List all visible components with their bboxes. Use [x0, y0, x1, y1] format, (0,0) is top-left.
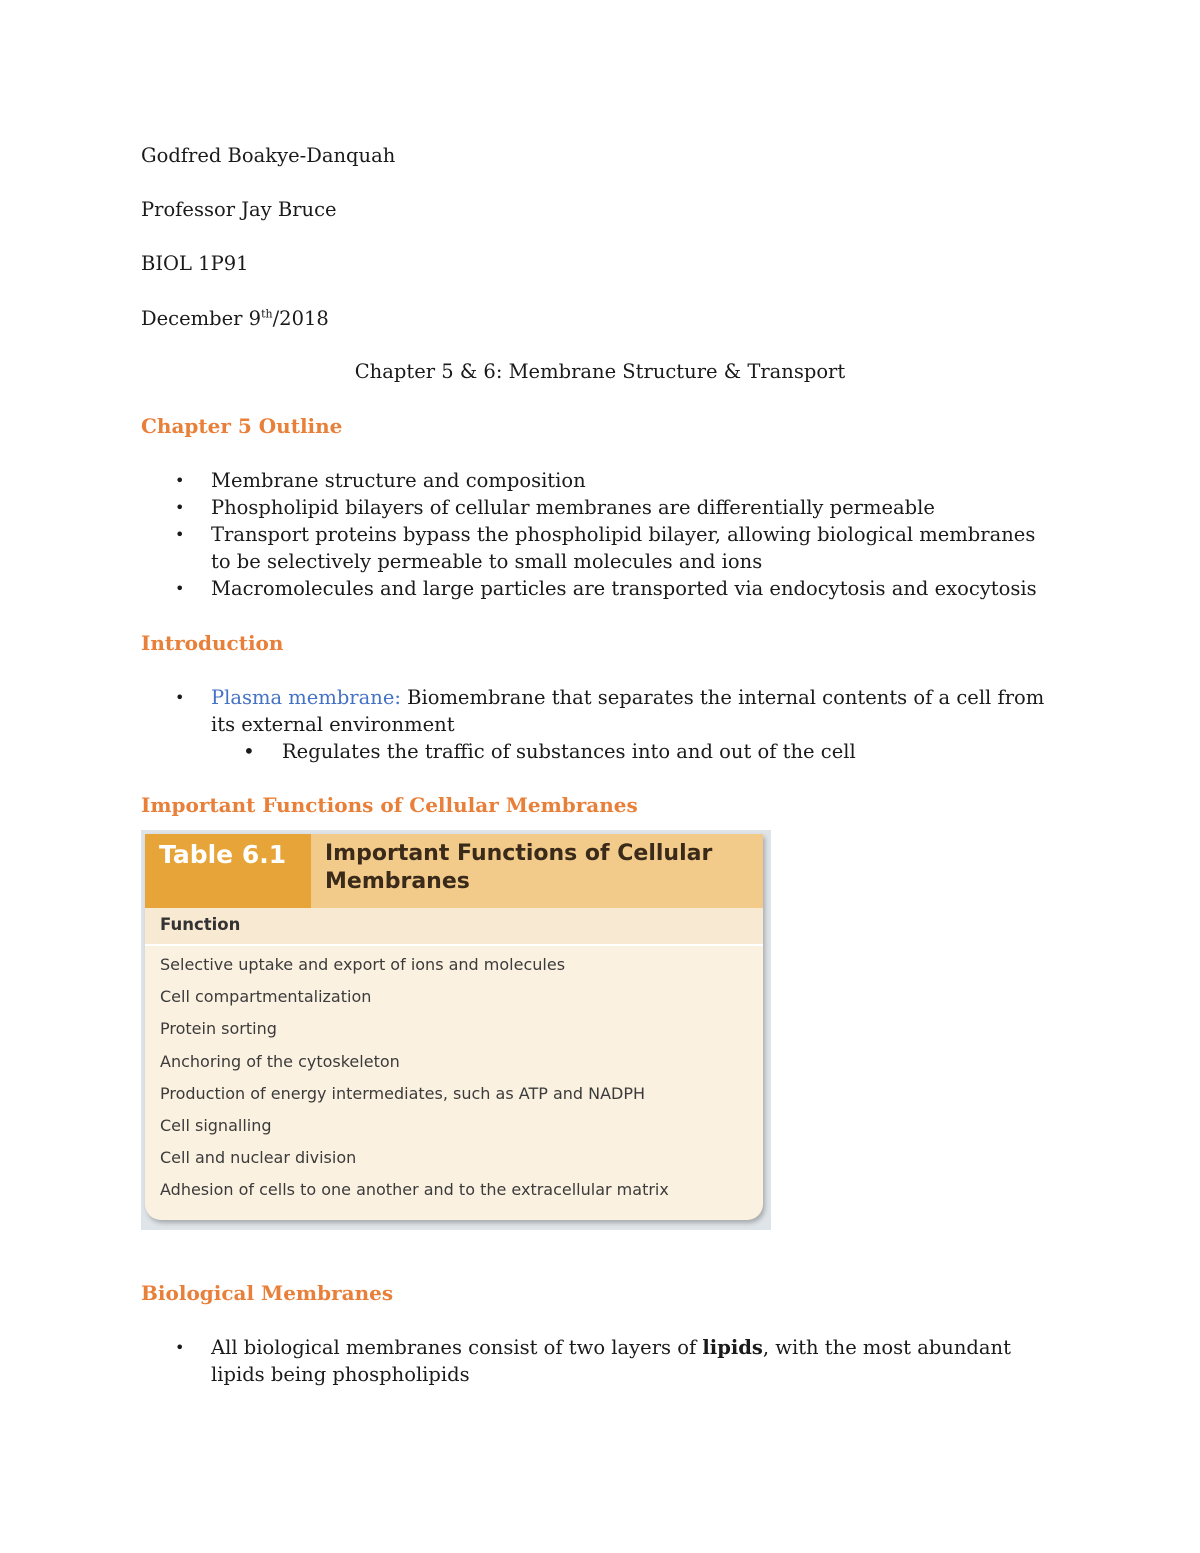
table-row: Cell compartmentalization: [160, 987, 372, 1007]
bullet-icon: •: [175, 688, 185, 707]
table-rows: [160, 949, 669, 1207]
document-title: Chapter 5 & 6: Membrane Structure & Transport: [354, 360, 846, 383]
sub-list-item: • Regulates the traffic of substances into and out of the cell: [243, 739, 856, 763]
table-title: Important Functions of Cellular Membranes: [325, 841, 713, 894]
table-row: Production of energy intermediates, such as ATP and NADPH: [160, 1083, 646, 1103]
list-item: • Transport proteins bypass the phospholipid bilayer, allowing biological membranes to be selectively permeable to small molecules and ions: [175, 523, 1036, 573]
author-name: Godfred Boakye-Danquah: [141, 144, 396, 167]
table-row: Cell signalling: [160, 1116, 272, 1136]
table-number: Table 6.1: [159, 840, 287, 869]
introduction-list: [141, 684, 1061, 765]
bullet-icon: •: [175, 1338, 185, 1357]
list-item: • Phospholipid bilayers of cellular membranes are differentially permeable: [175, 496, 935, 519]
term-definition: Biomembrane that separates the internal contents of a cell from its external environment: [211, 686, 1045, 736]
date-suffix: /2018: [272, 307, 329, 330]
bullet-icon: •: [175, 525, 185, 544]
list-item: • Macromolecules and large particles are transported via endocytosis and exocytosis: [175, 577, 1037, 600]
term-plasma-membrane: Plasma membrane:: [211, 686, 401, 709]
heading-biological-membranes: Biological Membranes: [141, 1281, 394, 1305]
heading-chapter-5-outline: Chapter 5 Outline: [141, 414, 343, 438]
bullet-icon: •: [243, 739, 255, 763]
outline-list: [141, 467, 1061, 602]
table-number-cell: [145, 834, 311, 908]
table-card: [145, 834, 763, 1220]
heading-important-functions: Important Functions of Cellular Membranes: [141, 793, 638, 817]
list-item: • Membrane structure and composition: [175, 469, 586, 492]
table-figure: [141, 830, 771, 1230]
date-superscript: th: [261, 307, 273, 321]
table-row: Anchoring of the cytoskeleton: [160, 1051, 400, 1071]
list-item: [141, 684, 1061, 738]
bullet-icon: •: [175, 579, 185, 598]
bold-term-lipids: lipids: [702, 1336, 763, 1359]
bullet-icon: •: [175, 498, 185, 517]
table-row: Cell and nuclear division: [160, 1148, 357, 1168]
list-item: • All biological membranes consist of two layers of lipids, with the most abundant lipids being phospholipids: [175, 1336, 1011, 1386]
biological-list: [141, 1334, 1061, 1388]
table-row: Selective uptake and export of ions and molecules: [160, 955, 566, 974]
document-date: [141, 306, 329, 332]
table-row: Adhesion of cells to one another and to the extracellular matrix: [160, 1180, 669, 1200]
professor-name: Professor Jay Bruce: [141, 198, 337, 221]
bullet-icon: •: [175, 471, 185, 490]
table-title-cell: [311, 834, 763, 908]
table-row: Protein sorting: [160, 1019, 277, 1039]
date-prefix: December 9: [141, 307, 262, 330]
table-column-header: [145, 908, 763, 946]
column-header-function: Function: [160, 915, 241, 934]
heading-introduction: Introduction: [141, 631, 284, 655]
course-code: BIOL 1P91: [141, 252, 249, 275]
